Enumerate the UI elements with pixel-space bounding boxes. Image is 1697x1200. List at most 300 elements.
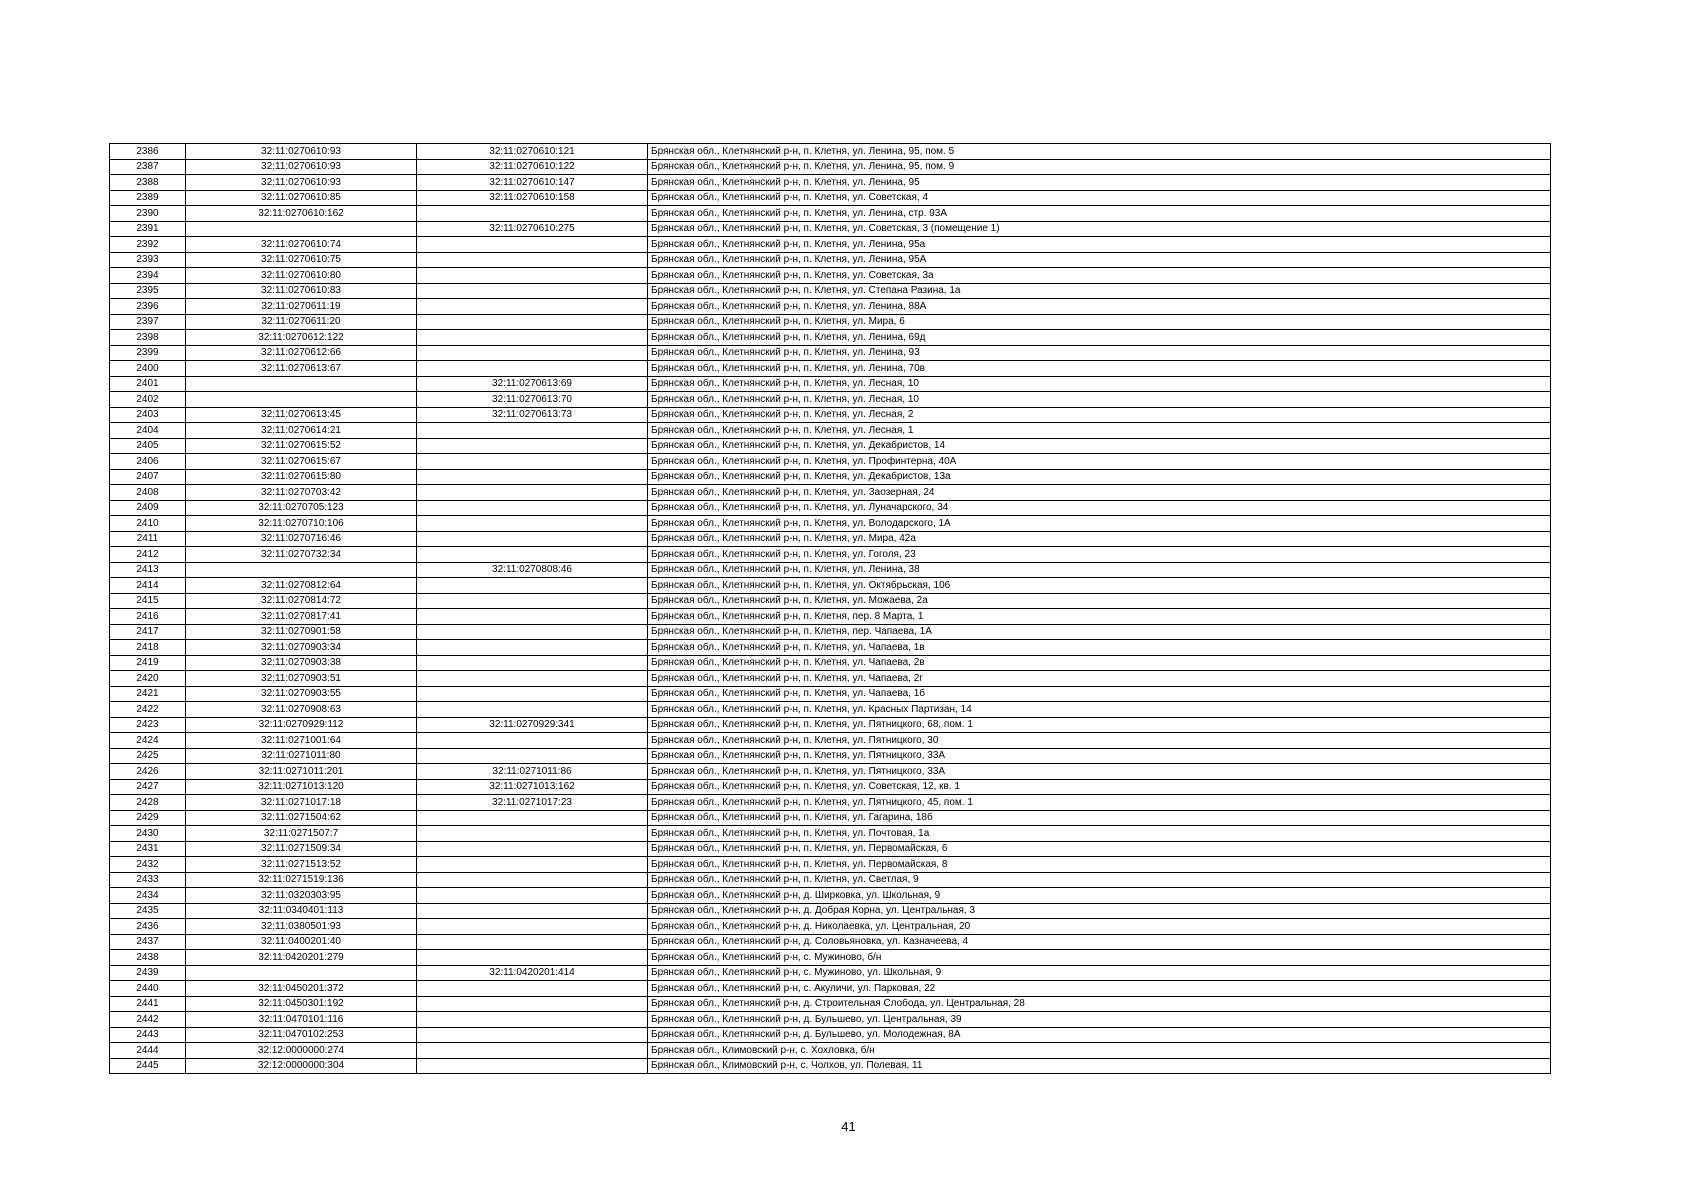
related-cadastral-number-cell: 32:11:0270610:121 bbox=[417, 144, 648, 160]
table-row bbox=[110, 1012, 1551, 1028]
cadastral-number-cell: 32:11:0270615:80 bbox=[186, 469, 417, 485]
address-cell: Брянская обл., Клетнянский р-н, п. Клетня, ул. Заозерная, 24 bbox=[648, 485, 1551, 501]
register-table-body bbox=[110, 144, 1551, 1074]
row-number-cell: 2410 bbox=[110, 516, 186, 532]
table-row bbox=[110, 841, 1551, 857]
table-row bbox=[110, 283, 1551, 299]
cadastral-number-cell: 32:11:0270814:72 bbox=[186, 593, 417, 609]
cadastral-number-cell: 32:11:0270610:162 bbox=[186, 206, 417, 222]
row-number-cell: 2418 bbox=[110, 640, 186, 656]
cadastral-number-cell: 32:11:0270610:93 bbox=[186, 175, 417, 191]
related-cadastral-number-cell bbox=[417, 237, 648, 253]
row-number-cell: 2428 bbox=[110, 795, 186, 811]
table-row bbox=[110, 764, 1551, 780]
cadastral-number-cell: 32:12:0000000:274 bbox=[186, 1043, 417, 1059]
table-row bbox=[110, 190, 1551, 206]
related-cadastral-number-cell bbox=[417, 330, 648, 346]
table-row bbox=[110, 826, 1551, 842]
related-cadastral-number-cell bbox=[417, 314, 648, 330]
address-cell: Брянская обл., Клетнянский р-н, д. Бульшево, ул. Молодежная, 8А bbox=[648, 1027, 1551, 1043]
address-cell: Брянская обл., Клетнянский р-н, п. Клетня, ул. Красных Партизан, 14 bbox=[648, 702, 1551, 718]
table-row bbox=[110, 671, 1551, 687]
table-row bbox=[110, 361, 1551, 377]
table-row bbox=[110, 655, 1551, 671]
row-number-cell: 2427 bbox=[110, 779, 186, 795]
table-row bbox=[110, 314, 1551, 330]
address-cell: Брянская обл., Клетнянский р-н, д. Ширковка, ул. Школьная, 9 bbox=[648, 888, 1551, 904]
table-row bbox=[110, 237, 1551, 253]
row-number-cell: 2442 bbox=[110, 1012, 186, 1028]
cadastral-number-cell: 32:11:0270613:67 bbox=[186, 361, 417, 377]
table-row bbox=[110, 376, 1551, 392]
related-cadastral-number-cell bbox=[417, 268, 648, 284]
table-row bbox=[110, 407, 1551, 423]
cadastral-number-cell: 32:11:0270710:106 bbox=[186, 516, 417, 532]
table-row bbox=[110, 686, 1551, 702]
address-cell: Брянская обл., Клетнянский р-н, п. Клетня, ул. Ленина, 69д bbox=[648, 330, 1551, 346]
table-row bbox=[110, 423, 1551, 439]
cadastral-number-cell: 32:11:0270812:64 bbox=[186, 578, 417, 594]
address-cell: Брянская обл., Клетнянский р-н, п. Клетня, ул. Декабристов, 14 bbox=[648, 438, 1551, 454]
row-number-cell: 2443 bbox=[110, 1027, 186, 1043]
table-row bbox=[110, 175, 1551, 191]
row-number-cell: 2409 bbox=[110, 500, 186, 516]
address-cell: Брянская обл., Клетнянский р-н, п. Клетня, ул. Степана Разина, 1а bbox=[648, 283, 1551, 299]
related-cadastral-number-cell bbox=[417, 609, 648, 625]
address-cell: Брянская обл., Клетнянский р-н, п. Клетня, ул. Мира, 42а bbox=[648, 531, 1551, 547]
cadastral-number-cell: 32:12:0000000:304 bbox=[186, 1058, 417, 1074]
address-cell: Брянская обл., Клетнянский р-н, с. Мужиново, ул. Школьная, 9 bbox=[648, 965, 1551, 981]
address-cell: Брянская обл., Климовский р-н, с. Чолхов, ул. Полевая, 11 bbox=[648, 1058, 1551, 1074]
address-cell: Брянская обл., Клетнянский р-н, д. Добрая Корна, ул. Центральная, 3 bbox=[648, 903, 1551, 919]
address-cell: Брянская обл., Клетнянский р-н, п. Клетня, ул. Лесная, 10 bbox=[648, 392, 1551, 408]
row-number-cell: 2435 bbox=[110, 903, 186, 919]
related-cadastral-number-cell bbox=[417, 841, 648, 857]
table-row bbox=[110, 485, 1551, 501]
address-cell: Брянская обл., Клетнянский р-н, д. Бульшево, ул. Центральная, 39 bbox=[648, 1012, 1551, 1028]
cadastral-number-cell: 32:11:0271011:201 bbox=[186, 764, 417, 780]
row-number-cell: 2433 bbox=[110, 872, 186, 888]
related-cadastral-number-cell bbox=[417, 438, 648, 454]
row-number-cell: 2396 bbox=[110, 299, 186, 315]
table-row bbox=[110, 624, 1551, 640]
table-row bbox=[110, 872, 1551, 888]
row-number-cell: 2402 bbox=[110, 392, 186, 408]
related-cadastral-number-cell bbox=[417, 578, 648, 594]
cadastral-number-cell bbox=[186, 965, 417, 981]
related-cadastral-number-cell bbox=[417, 1043, 648, 1059]
cadastral-number-cell: 32:11:0270716:46 bbox=[186, 531, 417, 547]
related-cadastral-number-cell bbox=[417, 283, 648, 299]
related-cadastral-number-cell bbox=[417, 547, 648, 563]
address-cell: Брянская обл., Клетнянский р-н, п. Клетня, ул. Пятницкого, 68, пом. 1 bbox=[648, 717, 1551, 733]
row-number-cell: 2411 bbox=[110, 531, 186, 547]
cadastral-number-cell: 32:11:0270610:74 bbox=[186, 237, 417, 253]
address-cell: Брянская обл., Клетнянский р-н, п. Клетня, ул. Первомайская, 6 bbox=[648, 841, 1551, 857]
table-row bbox=[110, 268, 1551, 284]
related-cadastral-number-cell bbox=[417, 934, 648, 950]
row-number-cell: 2445 bbox=[110, 1058, 186, 1074]
cadastral-number-cell: 32:11:0400201:40 bbox=[186, 934, 417, 950]
cadastral-number-cell: 32:11:0271509:34 bbox=[186, 841, 417, 857]
table-row bbox=[110, 144, 1551, 160]
related-cadastral-number-cell bbox=[417, 640, 648, 656]
cadastral-number-cell: 32:11:0271507:7 bbox=[186, 826, 417, 842]
table-row bbox=[110, 981, 1551, 997]
address-cell: Брянская обл., Клетнянский р-н, п. Клетня, ул. Декабристов, 13а bbox=[648, 469, 1551, 485]
row-number-cell: 2392 bbox=[110, 237, 186, 253]
row-number-cell: 2404 bbox=[110, 423, 186, 439]
related-cadastral-number-cell bbox=[417, 733, 648, 749]
cadastral-number-cell: 32:11:0270903:55 bbox=[186, 686, 417, 702]
related-cadastral-number-cell bbox=[417, 1012, 648, 1028]
related-cadastral-number-cell bbox=[417, 516, 648, 532]
row-number-cell: 2419 bbox=[110, 655, 186, 671]
table-row bbox=[110, 717, 1551, 733]
related-cadastral-number-cell bbox=[417, 702, 648, 718]
row-number-cell: 2399 bbox=[110, 345, 186, 361]
cadastral-number-cell: 32:11:0270732:34 bbox=[186, 547, 417, 563]
cadastral-number-cell: 32:11:0470102:253 bbox=[186, 1027, 417, 1043]
table-row bbox=[110, 996, 1551, 1012]
address-cell: Брянская обл., Клетнянский р-н, с. Акуличи, ул. Парковая, 22 bbox=[648, 981, 1551, 997]
row-number-cell: 2408 bbox=[110, 485, 186, 501]
related-cadastral-number-cell: 32:11:0270610:147 bbox=[417, 175, 648, 191]
cadastral-number-cell: 32:11:0270610:83 bbox=[186, 283, 417, 299]
row-number-cell: 2423 bbox=[110, 717, 186, 733]
address-cell: Брянская обл., Клетнянский р-н, п. Клетня, ул. Октябрьская, 106 bbox=[648, 578, 1551, 594]
table-row bbox=[110, 547, 1551, 563]
address-cell: Брянская обл., Клетнянский р-н, п. Клетня, ул. Гоголя, 23 bbox=[648, 547, 1551, 563]
related-cadastral-number-cell bbox=[417, 252, 648, 268]
table-row bbox=[110, 1058, 1551, 1074]
address-cell: Брянская обл., Клетнянский р-н, с. Мужиново, б/н bbox=[648, 950, 1551, 966]
table-row bbox=[110, 748, 1551, 764]
row-number-cell: 2441 bbox=[110, 996, 186, 1012]
row-number-cell: 2388 bbox=[110, 175, 186, 191]
cadastral-number-cell: 32:11:0270903:51 bbox=[186, 671, 417, 687]
cadastral-number-cell: 32:11:0271504:62 bbox=[186, 810, 417, 826]
address-cell: Брянская обл., Клетнянский р-н, п. Клетня, ул. Советская, 3а bbox=[648, 268, 1551, 284]
address-cell: Брянская обл., Клетнянский р-н, п. Клетня, ул. Ленина, стр. 93А bbox=[648, 206, 1551, 222]
row-number-cell: 2406 bbox=[110, 454, 186, 470]
address-cell: Брянская обл., Клетнянский р-н, д. Николаевка, ул. Центральная, 20 bbox=[648, 919, 1551, 935]
related-cadastral-number-cell bbox=[417, 299, 648, 315]
related-cadastral-number-cell bbox=[417, 593, 648, 609]
row-number-cell: 2432 bbox=[110, 857, 186, 873]
cadastral-number-cell: 32:11:0270705:123 bbox=[186, 500, 417, 516]
table-row bbox=[110, 221, 1551, 237]
address-cell: Брянская обл., Клетнянский р-н, п. Клетня, ул. Пятницкого, 33А bbox=[648, 764, 1551, 780]
address-cell: Брянская обл., Клетнянский р-н, п. Клетня, ул. Можаева, 2а bbox=[648, 593, 1551, 609]
table-row bbox=[110, 779, 1551, 795]
cadastral-number-cell: 32:11:0271513:52 bbox=[186, 857, 417, 873]
related-cadastral-number-cell bbox=[417, 671, 648, 687]
table-row bbox=[110, 919, 1551, 935]
address-cell: Брянская обл., Клетнянский р-н, п. Клетня, ул. Ленина, 95 bbox=[648, 175, 1551, 191]
address-cell: Брянская обл., Клетнянский р-н, п. Клетня, ул. Лесная, 1 bbox=[648, 423, 1551, 439]
related-cadastral-number-cell bbox=[417, 872, 648, 888]
table-row bbox=[110, 531, 1551, 547]
row-number-cell: 2415 bbox=[110, 593, 186, 609]
cadastral-number-cell: 32:11:0450201:372 bbox=[186, 981, 417, 997]
cadastral-number-cell bbox=[186, 392, 417, 408]
row-number-cell: 2420 bbox=[110, 671, 186, 687]
cadastral-number-cell: 32:11:0270903:38 bbox=[186, 655, 417, 671]
row-number-cell: 2414 bbox=[110, 578, 186, 594]
table-row bbox=[110, 950, 1551, 966]
cadastral-number-cell: 32:11:0380501:93 bbox=[186, 919, 417, 935]
table-row bbox=[110, 345, 1551, 361]
related-cadastral-number-cell bbox=[417, 888, 648, 904]
table-row bbox=[110, 159, 1551, 175]
table-row bbox=[110, 795, 1551, 811]
page-number: 41 bbox=[841, 1119, 856, 1134]
address-cell: Брянская обл., Клетнянский р-н, п. Клетня, пер. 8 Марта, 1 bbox=[648, 609, 1551, 625]
cadastral-number-cell: 32:11:0271017:18 bbox=[186, 795, 417, 811]
row-number-cell: 2387 bbox=[110, 159, 186, 175]
row-number-cell: 2401 bbox=[110, 376, 186, 392]
cadastral-number-cell: 32:11:0270615:52 bbox=[186, 438, 417, 454]
related-cadastral-number-cell: 32:11:0270613:73 bbox=[417, 407, 648, 423]
table-row bbox=[110, 578, 1551, 594]
cadastral-number-cell: 32:11:0270613:45 bbox=[186, 407, 417, 423]
related-cadastral-number-cell bbox=[417, 485, 648, 501]
cadastral-number-cell: 32:11:0450301:192 bbox=[186, 996, 417, 1012]
row-number-cell: 2394 bbox=[110, 268, 186, 284]
cadastral-number-cell: 32:11:0270610:75 bbox=[186, 252, 417, 268]
table-row bbox=[110, 609, 1551, 625]
row-number-cell: 2438 bbox=[110, 950, 186, 966]
address-cell: Брянская обл., Клетнянский р-н, п. Клетня, ул. Ленина, 95а bbox=[648, 237, 1551, 253]
related-cadastral-number-cell bbox=[417, 981, 648, 997]
cadastral-number-cell: 32:11:0271001:64 bbox=[186, 733, 417, 749]
address-cell: Брянская обл., Клетнянский р-н, п. Клетня, ул. Пятницкого, 33А bbox=[648, 748, 1551, 764]
table-row bbox=[110, 252, 1551, 268]
cadastral-number-cell: 32:11:0271011:80 bbox=[186, 748, 417, 764]
address-cell: Брянская обл., Клетнянский р-н, п. Клетня, ул. Ленина, 95, пом. 5 bbox=[648, 144, 1551, 160]
row-number-cell: 2426 bbox=[110, 764, 186, 780]
row-number-cell: 2425 bbox=[110, 748, 186, 764]
address-cell: Брянская обл., Клетнянский р-н, п. Клетня, ул. Светлая, 9 bbox=[648, 872, 1551, 888]
table-row bbox=[110, 330, 1551, 346]
cadastral-number-cell: 32:11:0320303:95 bbox=[186, 888, 417, 904]
address-cell: Брянская обл., Клетнянский р-н, п. Клетня, ул. Советская, 4 bbox=[648, 190, 1551, 206]
row-number-cell: 2407 bbox=[110, 469, 186, 485]
cadastral-number-cell: 32:11:0420201:279 bbox=[186, 950, 417, 966]
table-row bbox=[110, 857, 1551, 873]
row-number-cell: 2437 bbox=[110, 934, 186, 950]
cadastral-number-cell: 32:11:0271013:120 bbox=[186, 779, 417, 795]
table-row bbox=[110, 1043, 1551, 1059]
cadastral-number-cell: 32:11:0270817:41 bbox=[186, 609, 417, 625]
table-row bbox=[110, 206, 1551, 222]
cadastral-number-cell: 32:11:0270610:93 bbox=[186, 159, 417, 175]
related-cadastral-number-cell bbox=[417, 857, 648, 873]
related-cadastral-number-cell: 32:11:0270610:158 bbox=[417, 190, 648, 206]
cadastral-number-cell: 32:11:0270615:67 bbox=[186, 454, 417, 470]
row-number-cell: 2417 bbox=[110, 624, 186, 640]
address-cell: Брянская обл., Клетнянский р-н, п. Клетня, ул. Мира, 6 bbox=[648, 314, 1551, 330]
row-number-cell: 2440 bbox=[110, 981, 186, 997]
related-cadastral-number-cell bbox=[417, 423, 648, 439]
row-number-cell: 2439 bbox=[110, 965, 186, 981]
table-row bbox=[110, 392, 1551, 408]
table-row bbox=[110, 888, 1551, 904]
related-cadastral-number-cell bbox=[417, 624, 648, 640]
table-row bbox=[110, 454, 1551, 470]
cadastral-number-cell: 32:11:0270901:58 bbox=[186, 624, 417, 640]
row-number-cell: 2412 bbox=[110, 547, 186, 563]
related-cadastral-number-cell: 32:11:0271017:23 bbox=[417, 795, 648, 811]
related-cadastral-number-cell bbox=[417, 686, 648, 702]
address-cell: Брянская обл., Клетнянский р-н, п. Клетня, ул. Ленина, 95А bbox=[648, 252, 1551, 268]
row-number-cell: 2416 bbox=[110, 609, 186, 625]
related-cadastral-number-cell: 32:11:0270613:69 bbox=[417, 376, 648, 392]
table-row bbox=[110, 438, 1551, 454]
table-row bbox=[110, 500, 1551, 516]
related-cadastral-number-cell bbox=[417, 345, 648, 361]
related-cadastral-number-cell bbox=[417, 748, 648, 764]
row-number-cell: 2405 bbox=[110, 438, 186, 454]
address-cell: Брянская обл., Клетнянский р-н, п. Клетня, ул. Первомайская, 8 bbox=[648, 857, 1551, 873]
table-row bbox=[110, 903, 1551, 919]
cadastral-number-cell bbox=[186, 221, 417, 237]
address-cell: Брянская обл., Клетнянский р-н, п. Клетня, ул. Почтовая, 1а bbox=[648, 826, 1551, 842]
address-cell: Брянская обл., Клетнянский р-н, п. Клетня, ул. Ленина, 95, пом. 9 bbox=[648, 159, 1551, 175]
row-number-cell: 2397 bbox=[110, 314, 186, 330]
table-row bbox=[110, 299, 1551, 315]
table-row bbox=[110, 469, 1551, 485]
cadastral-number-cell: 32:11:0270614:21 bbox=[186, 423, 417, 439]
address-cell: Брянская обл., Клетнянский р-н, п. Клетня, ул. Профинтерна, 40А bbox=[648, 454, 1551, 470]
address-cell: Брянская обл., Клетнянский р-н, п. Клетня, ул. Ленина, 88А bbox=[648, 299, 1551, 315]
related-cadastral-number-cell bbox=[417, 1027, 648, 1043]
related-cadastral-number-cell: 32:11:0420201:414 bbox=[417, 965, 648, 981]
address-cell: Брянская обл., Клетнянский р-н, п. Клетня, ул. Володарского, 1А bbox=[648, 516, 1551, 532]
address-cell: Брянская обл., Клетнянский р-н, п. Клетня, ул. Луначарского, 34 bbox=[648, 500, 1551, 516]
row-number-cell: 2413 bbox=[110, 562, 186, 578]
table-row bbox=[110, 562, 1551, 578]
row-number-cell: 2424 bbox=[110, 733, 186, 749]
row-number-cell: 2436 bbox=[110, 919, 186, 935]
address-cell: Брянская обл., Клетнянский р-н, п. Клетня, ул. Чапаева, 1б bbox=[648, 686, 1551, 702]
related-cadastral-number-cell: 32:11:0270808:46 bbox=[417, 562, 648, 578]
row-number-cell: 2393 bbox=[110, 252, 186, 268]
address-cell: Брянская обл., Клетнянский р-н, п. Клетня, ул. Советская, 3 (помещение 1) bbox=[648, 221, 1551, 237]
address-cell: Брянская обл., Клетнянский р-н, п. Клетня, ул. Чапаева, 2г bbox=[648, 671, 1551, 687]
table-row bbox=[110, 702, 1551, 718]
row-number-cell: 2429 bbox=[110, 810, 186, 826]
address-cell: Брянская обл., Клетнянский р-н, п. Клетня, ул. Ленина, 93 bbox=[648, 345, 1551, 361]
table-row bbox=[110, 1027, 1551, 1043]
related-cadastral-number-cell bbox=[417, 361, 648, 377]
related-cadastral-number-cell: 32:11:0270610:275 bbox=[417, 221, 648, 237]
address-cell: Брянская обл., Клетнянский р-н, п. Клетня, ул. Пятницкого, 45, пом. 1 bbox=[648, 795, 1551, 811]
row-number-cell: 2444 bbox=[110, 1043, 186, 1059]
address-cell: Брянская обл., Климовский р-н, с. Хохловка, б/н bbox=[648, 1043, 1551, 1059]
related-cadastral-number-cell: 32:11:0270929:341 bbox=[417, 717, 648, 733]
related-cadastral-number-cell: 32:11:0270613:70 bbox=[417, 392, 648, 408]
table-row bbox=[110, 810, 1551, 826]
table-row bbox=[110, 934, 1551, 950]
cadastral-number-cell bbox=[186, 376, 417, 392]
related-cadastral-number-cell bbox=[417, 810, 648, 826]
cadastral-number-cell: 32:11:0270908:63 bbox=[186, 702, 417, 718]
cadastral-number-cell: 32:11:0270929:112 bbox=[186, 717, 417, 733]
related-cadastral-number-cell bbox=[417, 206, 648, 222]
row-number-cell: 2403 bbox=[110, 407, 186, 423]
related-cadastral-number-cell bbox=[417, 826, 648, 842]
cadastral-number-cell: 32:11:0470101:116 bbox=[186, 1012, 417, 1028]
related-cadastral-number-cell: 32:11:0271013:162 bbox=[417, 779, 648, 795]
row-number-cell: 2421 bbox=[110, 686, 186, 702]
related-cadastral-number-cell bbox=[417, 454, 648, 470]
table-row bbox=[110, 733, 1551, 749]
cadastral-number-cell: 32:11:0270612:122 bbox=[186, 330, 417, 346]
register-table bbox=[109, 143, 1551, 1074]
address-cell: Брянская обл., Клетнянский р-н, п. Клетня, ул. Советская, 12, кв. 1 bbox=[648, 779, 1551, 795]
address-cell: Брянская обл., Клетнянский р-н, п. Клетня, ул. Лесная, 2 bbox=[648, 407, 1551, 423]
table-row bbox=[110, 516, 1551, 532]
row-number-cell: 2390 bbox=[110, 206, 186, 222]
related-cadastral-number-cell: 32:11:0271011:86 bbox=[417, 764, 648, 780]
cadastral-number-cell: 32:11:0270611:20 bbox=[186, 314, 417, 330]
row-number-cell: 2395 bbox=[110, 283, 186, 299]
address-cell: Брянская обл., Клетнянский р-н, п. Клетня, пер. Чапаева, 1А bbox=[648, 624, 1551, 640]
related-cadastral-number-cell bbox=[417, 500, 648, 516]
related-cadastral-number-cell bbox=[417, 531, 648, 547]
related-cadastral-number-cell bbox=[417, 655, 648, 671]
related-cadastral-number-cell bbox=[417, 1058, 648, 1074]
address-cell: Брянская обл., Клетнянский р-н, п. Клетня, ул. Пятницкого, 30 bbox=[648, 733, 1551, 749]
row-number-cell: 2422 bbox=[110, 702, 186, 718]
row-number-cell: 2430 bbox=[110, 826, 186, 842]
table-row bbox=[110, 965, 1551, 981]
cadastral-number-cell: 32:11:0270903:34 bbox=[186, 640, 417, 656]
address-cell: Брянская обл., Клетнянский р-н, п. Клетня, ул. Чапаева, 2в bbox=[648, 655, 1551, 671]
address-cell: Брянская обл., Клетнянский р-н, п. Клетня, ул. Гагарина, 18б bbox=[648, 810, 1551, 826]
address-cell: Брянская обл., Клетнянский р-н, п. Клетня, ул. Чапаева, 1в bbox=[648, 640, 1551, 656]
cadastral-number-cell: 32:11:0270703:42 bbox=[186, 485, 417, 501]
address-cell: Брянская обл., Клетнянский р-н, д. Соловьяновка, ул. Казначеева, 4 bbox=[648, 934, 1551, 950]
row-number-cell: 2400 bbox=[110, 361, 186, 377]
row-number-cell: 2431 bbox=[110, 841, 186, 857]
row-number-cell: 2389 bbox=[110, 190, 186, 206]
cadastral-number-cell: 32:11:0270610:80 bbox=[186, 268, 417, 284]
address-cell: Брянская обл., Клетнянский р-н, п. Клетня, ул. Ленина, 38 bbox=[648, 562, 1551, 578]
cadastral-number-cell: 32:11:0340401:113 bbox=[186, 903, 417, 919]
related-cadastral-number-cell bbox=[417, 469, 648, 485]
row-number-cell: 2391 bbox=[110, 221, 186, 237]
cadastral-number-cell: 32:11:0270611:19 bbox=[186, 299, 417, 315]
row-number-cell: 2398 bbox=[110, 330, 186, 346]
cadastral-number-cell: 32:11:0270610:93 bbox=[186, 144, 417, 160]
cadastral-number-cell: 32:11:0270610:85 bbox=[186, 190, 417, 206]
address-cell: Брянская обл., Клетнянский р-н, д. Строительная Слобода, ул. Центральная, 28 bbox=[648, 996, 1551, 1012]
cadastral-number-cell: 32:11:0270612:66 bbox=[186, 345, 417, 361]
address-cell: Брянская обл., Клетнянский р-н, п. Клетня, ул. Ленина, 70в bbox=[648, 361, 1551, 377]
related-cadastral-number-cell bbox=[417, 996, 648, 1012]
row-number-cell: 2434 bbox=[110, 888, 186, 904]
related-cadastral-number-cell: 32:11:0270610:122 bbox=[417, 159, 648, 175]
cadastral-number-cell bbox=[186, 562, 417, 578]
cadastral-number-cell: 32:11:0271519:136 bbox=[186, 872, 417, 888]
address-cell: Брянская обл., Клетнянский р-н, п. Клетня, ул. Лесная, 10 bbox=[648, 376, 1551, 392]
related-cadastral-number-cell bbox=[417, 919, 648, 935]
table-row bbox=[110, 593, 1551, 609]
row-number-cell: 2386 bbox=[110, 144, 186, 160]
